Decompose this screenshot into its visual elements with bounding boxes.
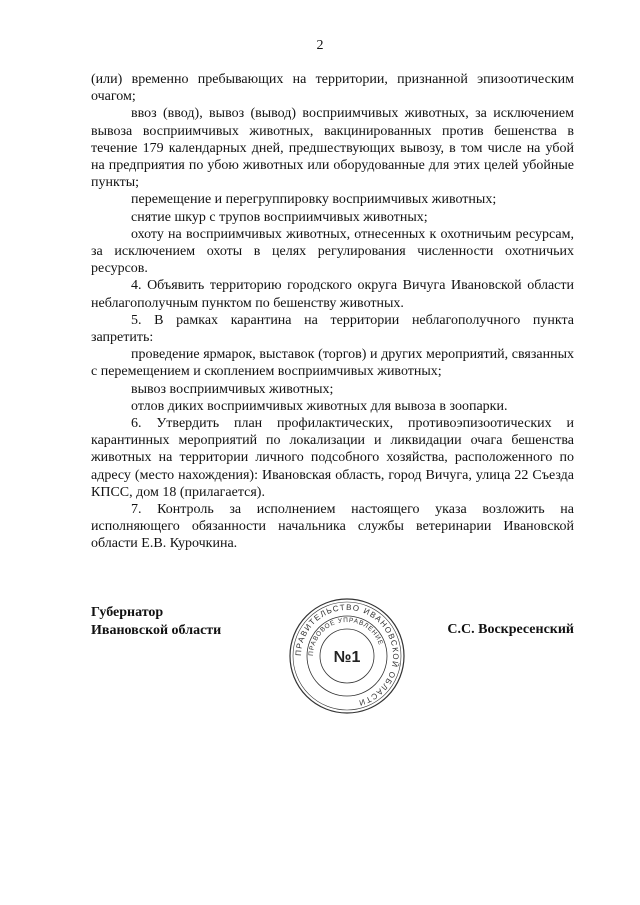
seal-graphic	[287, 596, 407, 716]
document-body	[91, 71, 574, 553]
signatory-title-line1: Губернатор	[91, 605, 164, 620]
seal-number: №1	[333, 649, 361, 666]
official-seal	[287, 596, 407, 716]
signatory-title-line2: Ивановской области	[91, 622, 222, 638]
signatory-title	[91, 604, 221, 639]
signatory-name: С.С. Воскресенский	[447, 622, 574, 637]
paragraph-item-5: 5. В рамках карантина на территории неблагополучного пункта запретить:	[91, 312, 574, 346]
paragraph-item-6: 6. Утвердить план профилактических, противоэпизоотических и карантинных мероприятий по локализации и ликвидации очага бешенства животных на территории личного подсобного хозяйства, расположенного по адресу (место нахождения): Ивановская область, город Вичуга, улица 22 Съезда КПСС, дом 18 (прилагается).	[91, 416, 574, 500]
paragraph-skinning: снятие шкур с трупов восприимчивых животных;	[131, 209, 428, 225]
seal-inner-text: ПРАВОВОЕ УПРАВЛЕНИЕ	[307, 616, 385, 657]
paragraph-export: вывоз восприимчивых животных;	[131, 381, 334, 397]
paragraph-import-export: ввоз (ввод), вывоз (вывод) восприимчивых животных, за исключением вывоза восприимчивых животных, вакцинированных против бешенства в течение 179 календарных дней, предшествующих вывозу, в том числе на убой на предприятия по убою животных или оборудованные для этих целей убойные пункты;	[91, 106, 574, 191]
page-number: 2	[316, 38, 324, 53]
paragraph-hunting: охоту на восприимчивых животных, отнесенных к охотничьим ресурсам, за исключением охоты в целях регулирования численности охотничьих ресурсов.	[91, 226, 574, 277]
paragraph-item-7: 7. Контроль за исполнением настоящего указа возложить на исполняющего обязанности начальника службы ветеринарии Ивановской области Е.В. Курочкина.	[91, 502, 574, 552]
signature-block	[91, 596, 574, 716]
paragraph-fairs: проведение ярмарок, выставок (торгов) и других мероприятий, связанных с перемещением и скоплением восприимчивых животных;	[91, 347, 574, 380]
paragraph-relocation: перемещение и перегруппировку восприимчивых животных;	[131, 192, 497, 208]
paragraph-item-4: 4. Объявить территорию городского округа Вичуга Ивановской области неблагополучным пунктом по бешенству животных.	[91, 278, 574, 311]
seal-ring-text: ПРАВИТЕЛЬСТВО ИВАНОВСКОЙ ОБЛАСТИ	[293, 602, 401, 708]
paragraph-capture: отлов диких восприимчивых животных для вывоза в зоопарки.	[131, 398, 508, 414]
paragraph-continuation: (или) временно пребывающих на территории, признанной эпизоотическим очагом;	[91, 72, 574, 105]
